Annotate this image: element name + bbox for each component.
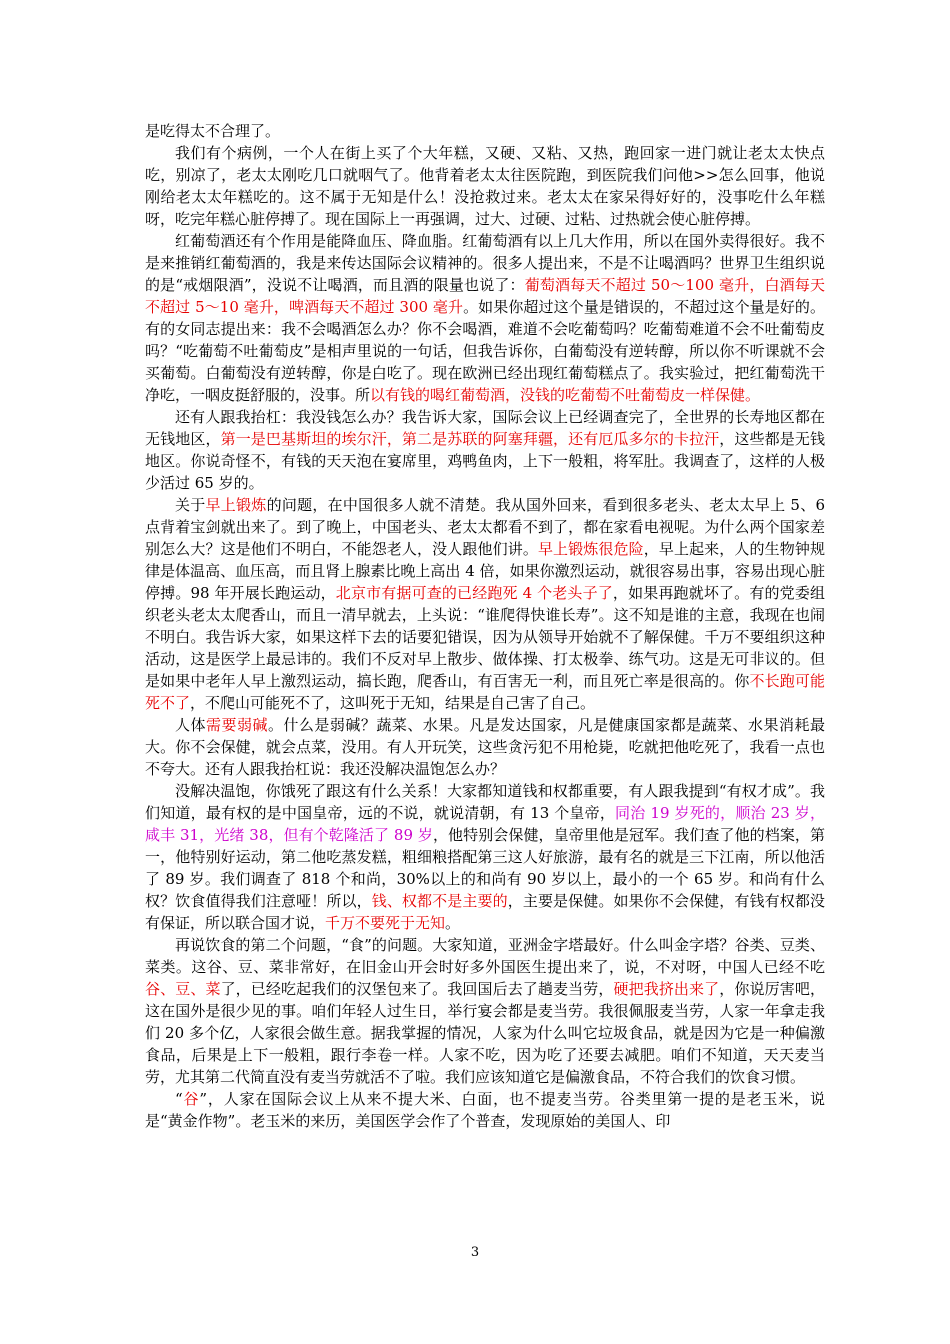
paragraph bbox=[145, 714, 825, 780]
highlighted-text: 以有钱的喝红葡萄酒，没钱的吃葡萄不吐葡萄皮一样保健。 bbox=[370, 386, 761, 404]
text-run: 红葡萄酒还有个作用是能降血压、降血脂。红葡萄酒有以上几大作用，所以在国外卖得很好。我不是来推销红葡萄酒的，我是来传达国际会议精神的。很多人提出来，不是不让喝酒吗？世界卫生组织说的是“戒烟限酒”，没说不让喝酒，而且酒的限量也说了： bbox=[145, 232, 825, 294]
text-run: “ bbox=[175, 1090, 183, 1108]
highlighted-text: 葡萄酒每天不超过 50～100 毫升，白酒每天不超过 5～10 毫升，啤酒每天不超过 300 毫升 bbox=[145, 276, 825, 316]
text-run: 了，已经吃起我们的汉堡包来了。我回国后去了趟麦当劳， bbox=[220, 980, 614, 998]
body-text bbox=[145, 120, 825, 1132]
text-run: 。什么是弱碱？蔬菜、水果。凡是发达国家，凡是健康国家都是蔬菜、水果消耗最大。你不会保健，就会点菜，没用。有人开玩笑，这些贪污犯不用枪毙，吃就把他吃死了，我看一点也不夸大。还有人跟我抬杠说：我还没解决温饱怎么办？ bbox=[145, 716, 825, 778]
highlighted-text: 同治 19 岁死的，顺治 23 岁，咸丰 31，光绪 38，但有个乾隆活了 89 岁 bbox=[145, 804, 825, 844]
text-run: 人体 bbox=[175, 716, 206, 734]
highlighted-text: 需要弱碱 bbox=[205, 716, 268, 734]
highlighted-text: 谷、豆、菜 bbox=[145, 980, 221, 998]
highlighted-text: 早上锻炼 bbox=[205, 496, 267, 514]
highlighted-text: 北京市有据可查的已经跑死 4 个老头子了 bbox=[335, 584, 613, 602]
text-run: ，你说厉害吧，这在国外是很少见的事。咱们年轻人过生日，举行宴会都是麦当劳。我很佩服麦当劳，人家一年拿走我们 20 多个亿，人家很会做生意。据我掌握的情况，人家为什么叫它垃圾食品，就是因为它是一种偏激食品，后果是上下一般粗，跟行李卷一样。人家不吃，因为吃了还要去减肥。咱们不知道，天天麦当劳，尤其第二代简直没有麦当劳就活不了啦。我们应该知道它是偏激食品，不符合我们的饮食习惯。 bbox=[145, 980, 825, 1086]
text-run: ，主要是保健。如果你不会保健，有钱有权都没有保证，所以联合国才说， bbox=[145, 892, 825, 932]
text-run: 再说饮食的第二个问题，“食”的问题。大家知道，亚洲金字塔最好。什么叫金字塔？谷类、豆类、菜类。这谷、豆、菜非常好，在旧金山开会时好多外国医生提出来了，说，不对呀，中国人已经不吃 bbox=[145, 936, 825, 976]
text-run: 关于 bbox=[175, 496, 206, 514]
highlighted-text: 谷 bbox=[182, 1090, 200, 1108]
paragraph bbox=[145, 780, 825, 934]
paragraph bbox=[145, 494, 825, 714]
paragraph bbox=[145, 934, 825, 1088]
paragraph bbox=[145, 1088, 825, 1132]
text-run: ，这些都是无钱地区。你说奇怪不，有钱的天天泡在宴席里，鸡鸭鱼肉，上下一般粗，将军肚。我调查了，这样的人极少活过 65 岁的。 bbox=[145, 430, 825, 492]
text-run: ，他特别会保健，皇帝里他是冠军。我们查了他的档案，第一，他特别好运动，第二他吃蒸发糕，粗细粮搭配第三这人好旅游，最有名的就是三下江南，所以他活了 89 岁。我们调查了 818 个和尚，30%以上的和尚有 90 岁以上，最小的一个 65 岁。和尚有什么权？饮食值得我们注意哑！所以， bbox=[145, 826, 825, 910]
highlighted-text: 千万不要死于无知 bbox=[325, 914, 446, 932]
text-run: 没解决温饱，你饿死了跟这有什么关系！大家都知道钱和权都重要，有人跟我提到“有权才成”。我们知道，最有权的是中国皇帝，远的不说，就说清朝，有 13 个皇帝， bbox=[145, 782, 825, 822]
text-run: 的问题，在中国很多人就不清楚。我从国外回来，看到很多老头、老太太早上 5、6 点背着宝剑就出来了。到了晚上，中国老头、老太太都看不到了，都在家看电视呢。为什么两个国家差别怎么大？这是他们不明白，不能怨老人，没人跟他们讲。 bbox=[145, 496, 825, 558]
paragraph bbox=[145, 406, 825, 494]
highlighted-text: 早上锻炼很危险 bbox=[537, 540, 644, 558]
paragraph bbox=[145, 230, 825, 406]
text-run: 是吃得太不合理了。 bbox=[145, 122, 281, 140]
text-run: 还有人跟我抬杠：我没钱怎么办？我告诉大家，国际会议上已经调查完了，全世界的长寿地区都在无钱地区， bbox=[145, 408, 825, 448]
highlighted-text: 硬把我挤出来了 bbox=[613, 980, 720, 998]
paragraph bbox=[145, 120, 825, 142]
highlighted-text: 第一是巴基斯坦的埃尔汗，第二是苏联的阿塞拜疆，还有厄瓜多尔的卡拉汗 bbox=[220, 430, 720, 448]
paragraph bbox=[145, 142, 825, 230]
page-number: 3 bbox=[470, 1245, 480, 1260]
text-run: ，早上起来，人的生物钟规律是体温高、血压高，而且肾上腺素比晚上高出 4 倍，如果你激烈运动，就很容易出事，容易出现心脏停搏。98 年开展长跑运动， bbox=[145, 540, 825, 602]
text-run: 。如果你超过这个量是错误的，不超过这个量是好的。有的女同志提出来：我不会喝酒怎么办？你不会喝酒，难道不会吃葡萄吗？吃葡萄难道不会不吐葡萄皮吗？“吃葡萄不吐葡萄皮”是相声里说的一句话，但我告诉你，白葡萄没有逆转醇，所以你不听课就不会买葡萄。白葡萄没有逆转醇，你是白吃了。现在欧洲已经出现红葡萄糕点了。我实验过，把红葡萄洗干净吃，一咽皮挺舒服的，没事。所 bbox=[145, 298, 825, 404]
text-run: 我们有个病例，一个人在街上买了个大年糕，又硬、又粘、又热，跑回家一进门就让老太太快点吃，别凉了，老太太刚吃几口就咽气了。他背着老太太往医院跑，到医院我们问他>>怎么回事，他说刚给老太太年糕吃的。这不属于无知是什么！没抢救过来。老太太在家呆得好好的，没事吃什么年糕呀，吃完年糕心脏停搏了。现在国际上一再强调，过大、过硬、过粘、过热就会使心脏停搏。 bbox=[145, 144, 825, 228]
text-run: 。 bbox=[445, 914, 461, 932]
text-run: ，不爬山可能死不了，这叫死于无知，结果是自己害了自己。 bbox=[190, 694, 596, 712]
text-run: ”，人家在国际会议上从来不提大米、白面，也不提麦当劳。谷类里第一提的是老玉米，说是“黄金作物”。老玉米的来历，美国医学会作了个普查，发现原始的美国人、印 bbox=[145, 1090, 825, 1130]
highlighted-text: 钱、权都不是主要的 bbox=[371, 892, 508, 910]
highlighted-text: 不长跑可能死不了 bbox=[145, 672, 825, 712]
text-run: ，如果再跑就坏了。有的党委组织老头老太太爬香山，而且一清早就去，上头说：“谁爬得快谁长寿”。这不知是谁的主意，我现在也闹不明白。我告诉大家，如果这样下去的话要犯错误，因为从领导开始就不了解保健。千万不要组织这种活动，这是医学上最忌讳的。我们不反对早上散步、做体操、打太极拳、练气功。这是无可非议的。但是如果中老年人早上激烈运动，搞长跑，爬香山，有百害无一利，而且死亡率是很高的。你 bbox=[145, 584, 825, 690]
